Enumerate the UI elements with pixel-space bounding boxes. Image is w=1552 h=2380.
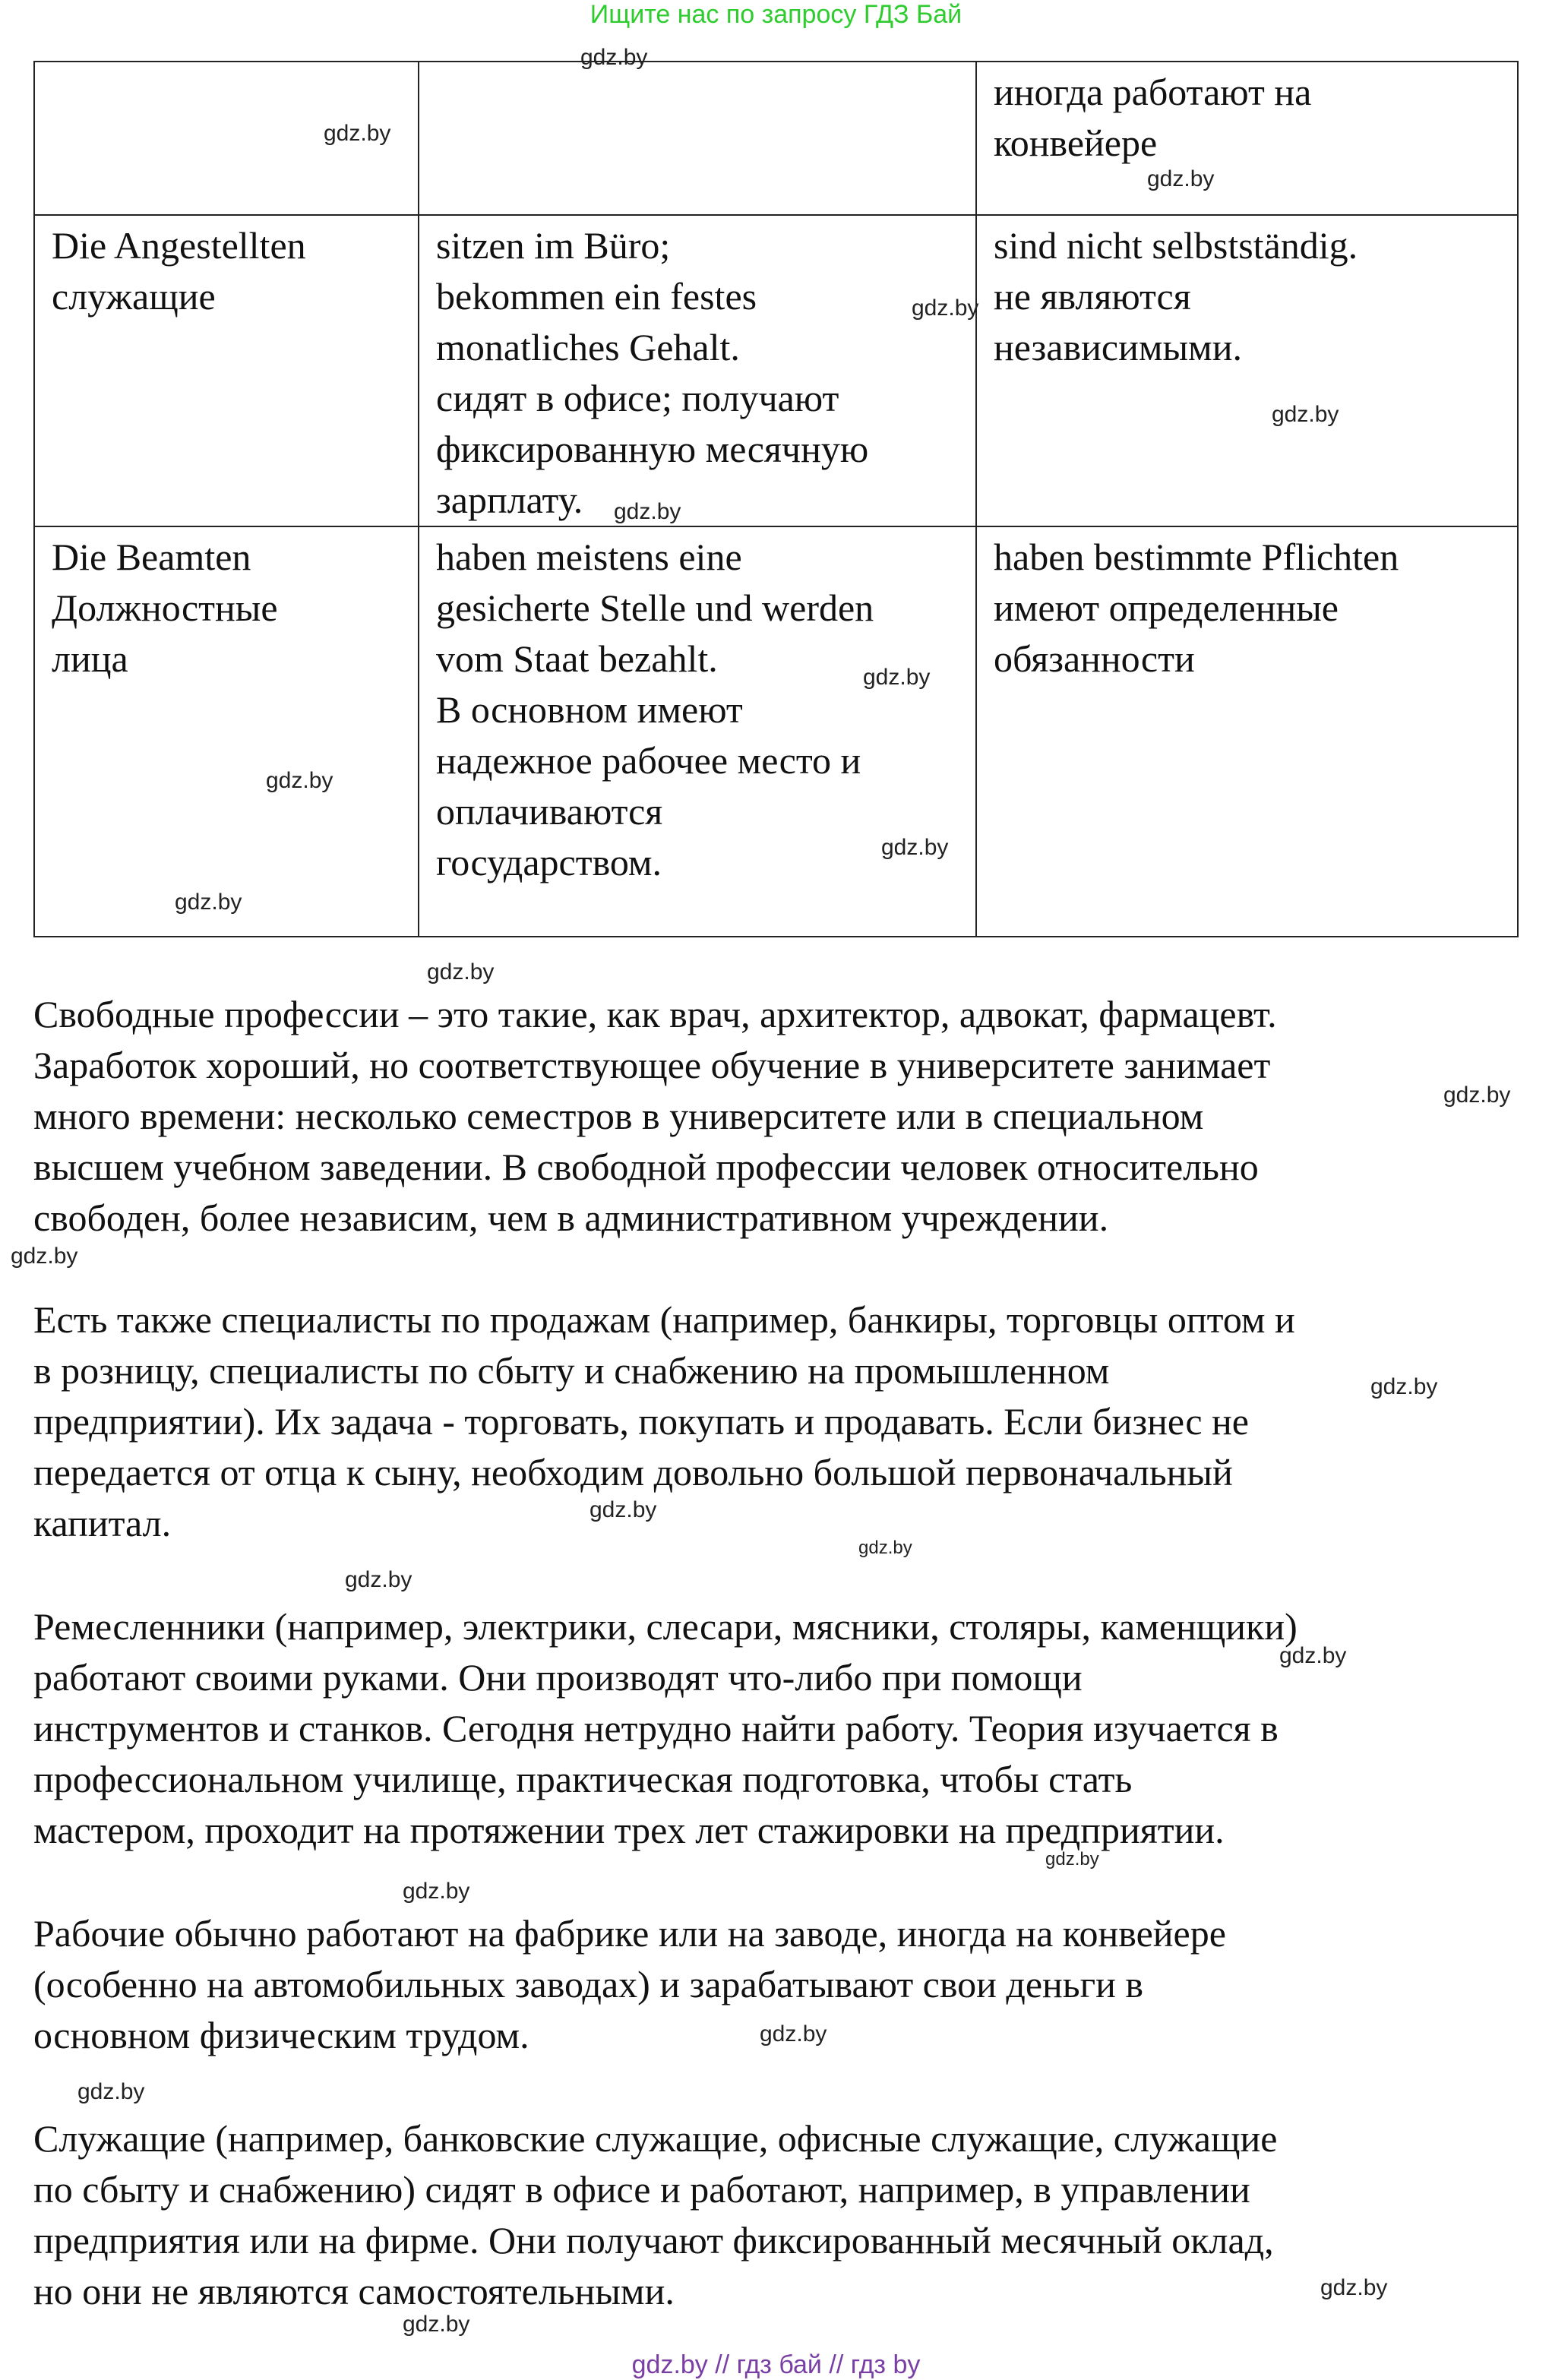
cell-line: vom Staat bezahlt. xyxy=(436,637,718,680)
text-line: по сбыту и снабжению) сидят в офисе и работают, например, в управлении xyxy=(33,2168,1250,2211)
cell-line: государством. xyxy=(436,841,662,883)
cell-line: конвейере xyxy=(994,122,1158,164)
watermark: gdz.by xyxy=(1045,1849,1099,1870)
text-line: Есть также специалисты по продажам (например, банкиры, торговцы оптом и xyxy=(33,1298,1295,1341)
table-cell xyxy=(419,215,979,526)
table-cell xyxy=(976,526,1518,937)
watermark: gdz.by xyxy=(590,1497,657,1522)
watermark: gdz.by xyxy=(863,665,931,690)
text-line: Свободные профессии – это такие, как врач, архитектор, адвокат, фармацевт. xyxy=(33,993,1277,1035)
table-row xyxy=(34,215,1518,526)
text-line: Ремесленники (например, электрики, слесари, мясники, столяры, каменщики) xyxy=(33,1605,1298,1648)
cell-line: оплачиваются xyxy=(436,790,663,833)
cell-line: monatliches Gehalt. xyxy=(436,326,740,368)
text-line: мастером, проходит на протяжении трех лет стажировки на предприятии. xyxy=(33,1809,1225,1851)
watermark: gdz.by xyxy=(403,1879,470,1904)
text-line: (особенно на автомобильных заводах) и зарабатывают свои деньги в xyxy=(33,1963,1143,2005)
watermark: gdz.by xyxy=(1279,1643,1347,1668)
watermark: gdz.by xyxy=(881,835,949,860)
watermark: gdz.by xyxy=(1147,166,1215,191)
cell-line: обязанности xyxy=(994,637,1195,680)
text-line: передается от отца к сыну, необходим довольно большой первоначальный xyxy=(33,1451,1233,1493)
cell-line: bekommen ein festes xyxy=(436,275,757,318)
watermark: gdz.by xyxy=(175,890,242,915)
cell-line: gesicherte Stelle und werden xyxy=(436,586,874,629)
table-cell xyxy=(34,526,419,937)
cell-line: служащие xyxy=(52,275,216,318)
watermark: gdz.by xyxy=(580,45,648,70)
cell-line: надежное рабочее место и xyxy=(436,739,861,782)
table-cell xyxy=(419,62,976,215)
watermark: gdz.by xyxy=(1443,1083,1511,1108)
watermark: gdz.by xyxy=(77,2079,145,2104)
paragraph-craftsmen xyxy=(33,1601,1538,1856)
table-cell xyxy=(34,215,419,526)
text-line: высшем учебном заведении. В свободной профессии человек относительно xyxy=(33,1146,1259,1188)
cell-line: Die Angestellten xyxy=(52,224,306,267)
text-line: инструментов и станков. Сегодня нетрудно найти работу. Теория изучается в xyxy=(33,1707,1279,1749)
table-row xyxy=(34,62,1518,215)
watermark: gdz.by xyxy=(427,959,495,985)
cell-line: зарплату. xyxy=(436,479,583,521)
cell-line: независимыми. xyxy=(994,326,1242,368)
search-hint-banner: Ищите нас по запросу ГДЗ Бай xyxy=(590,0,962,29)
watermark: gdz.by xyxy=(11,1244,78,1269)
watermark: gdz.by xyxy=(858,1538,912,1558)
cell-line: sitzen im Büro; xyxy=(436,224,671,267)
text-line: в розницу, специалисты по сбыту и снабжению на промышленном xyxy=(33,1349,1110,1392)
cell-line: Die Beamten xyxy=(52,536,251,578)
cell-line: haben meistens eine xyxy=(436,536,742,578)
cell-line: не являются xyxy=(994,275,1191,318)
cell-line: фиксированную месячную xyxy=(436,428,869,470)
watermark: gdz.by xyxy=(1370,1374,1438,1399)
table-cell xyxy=(976,215,1518,526)
text-line: много времени: несколько семестров в университете или в специальном xyxy=(33,1095,1204,1137)
paragraph-free-professions xyxy=(33,989,1538,1244)
text-line: Служащие (например, банковские служащие, офисные служащие, служащие xyxy=(33,2117,1278,2160)
watermark: gdz.by xyxy=(912,296,979,321)
cell-line: сидят в офисе; получают xyxy=(436,377,839,419)
cell-line: sind nicht selbstständig. xyxy=(994,224,1358,267)
text-line: профессиональном училище, практическая подготовка, чтобы стать xyxy=(33,1758,1133,1800)
paragraph-sales xyxy=(33,1294,1538,1549)
cell-line: Должностные xyxy=(52,586,278,629)
text-line: предприятия или на фирме. Они получают фиксированный месячный оклад, xyxy=(33,2219,1274,2261)
text-line: основном физическим трудом. xyxy=(33,2014,529,2056)
watermark: gdz.by xyxy=(266,768,333,793)
table-cell xyxy=(419,526,976,937)
text-line: Рабочие обычно работают на фабрике или на заводе, иногда на конвейере xyxy=(33,1912,1226,1955)
table-row xyxy=(34,526,1518,937)
text-line: капитал. xyxy=(33,1502,172,1544)
table-cell xyxy=(976,62,1518,215)
cell-line: haben bestimmte Pflichten xyxy=(994,536,1399,578)
text-line: свободен, более независим, чем в административном учреждении. xyxy=(33,1196,1109,1239)
watermark: gdz.by xyxy=(403,2312,470,2337)
cell-line: иногда работают на xyxy=(994,71,1312,113)
text-line: предприятии). Их задача - торговать, покупать и продавать. Если бизнес не xyxy=(33,1400,1249,1443)
watermark: gdz.by xyxy=(614,499,681,524)
watermark: gdz.by xyxy=(1320,2275,1388,2300)
footer-site-links: gdz.by // гдз бай // гдз by xyxy=(631,2350,921,2379)
cell-line: В основном имеют xyxy=(436,688,743,731)
watermark: gdz.by xyxy=(760,2021,827,2047)
paragraph-employees xyxy=(33,2113,1538,2317)
professions-table xyxy=(33,61,1519,937)
cell-line: лица xyxy=(52,637,128,680)
watermark: gdz.by xyxy=(324,121,391,146)
text-line: Заработок хороший, но соответствующее обучение в университете занимает xyxy=(33,1044,1271,1086)
watermark: gdz.by xyxy=(1272,402,1339,427)
text-line: но они не являются самостоятельными. xyxy=(33,2270,675,2312)
watermark: gdz.by xyxy=(345,1567,412,1592)
cell-line: имеют определенные xyxy=(994,586,1339,629)
text-line: работают своими руками. Они производят что-либо при помощи xyxy=(33,1656,1083,1699)
